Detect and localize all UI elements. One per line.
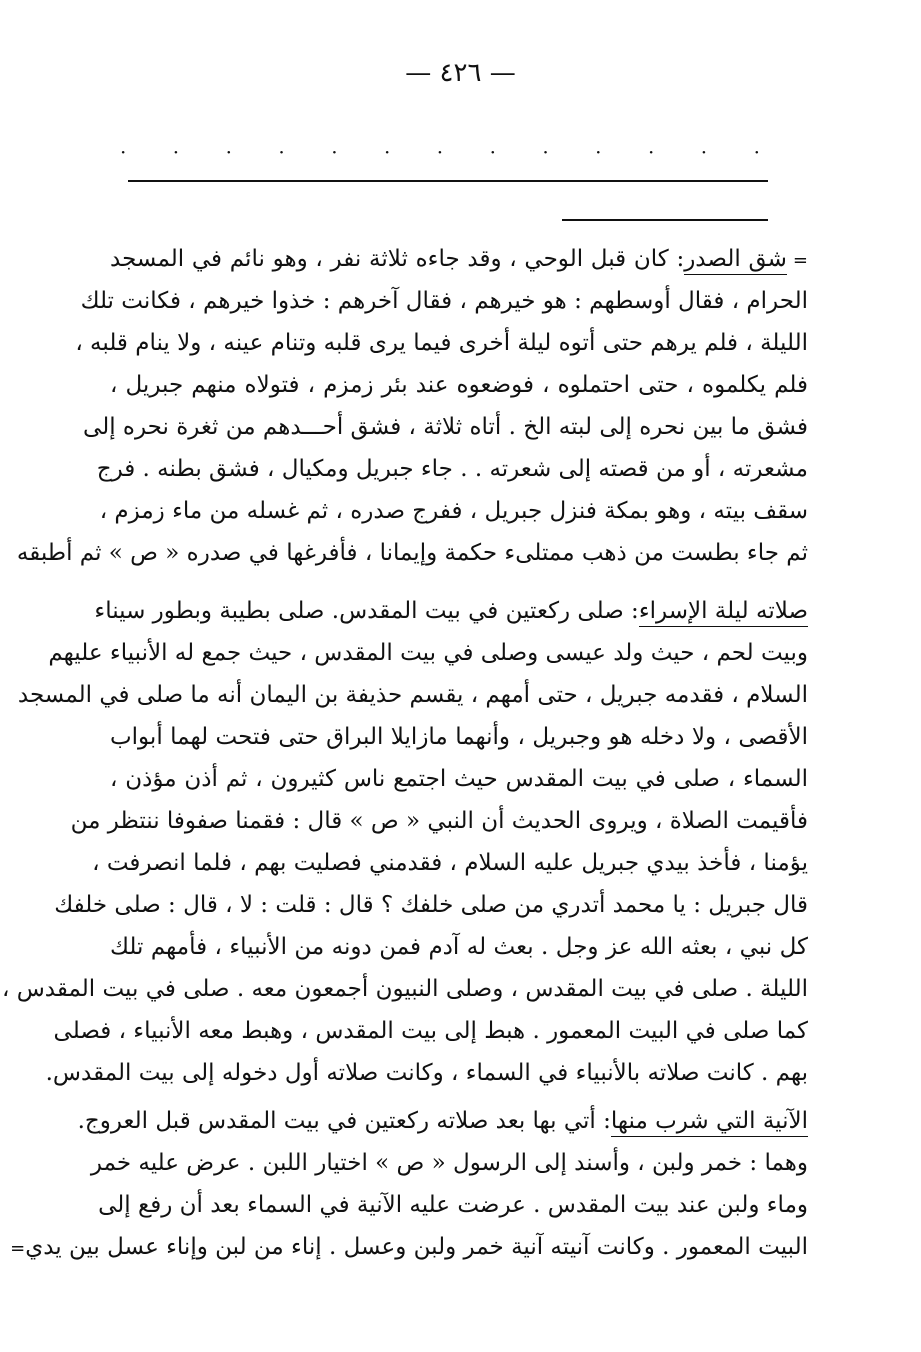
footnote-separator-rule	[128, 180, 768, 182]
short-separator-rule	[562, 219, 768, 221]
text-line: قال جبريل : يا محمد أتدري من صلى خلفك ؟ قال : قلت : لا ، قال : صلى خلفك	[54, 892, 808, 918]
dot: ·	[753, 140, 760, 164]
line-text: : صلى ركعتين في بيت المقدس. صلى بطيبة وبطور سيناء	[94, 598, 639, 624]
text-line: كما صلى في البيت المعمور . هبط إلى بيت المقدس ، وهبط معه الأنبياء ، فصلى	[53, 1018, 808, 1044]
line-text: البيت المعمور . وكانت آنيته آنية خمر ولبن وعسل . إناء من لبن وإناء عسل بين يدي	[25, 1234, 808, 1260]
dot: ·	[489, 140, 496, 164]
text-line: مشعرته ، أو من قصته إلى شعرته . . جاء جبريل ومكيال ، فشق بطنه . فرج	[96, 456, 808, 482]
text-line: بهم . كانت صلاته بالأنبياء في السماء ، وكانت صلاته أول دخوله إلى بيت المقدس.	[45, 1060, 808, 1086]
dot: ·	[120, 140, 127, 164]
text-line	[110, 238, 808, 280]
section-gap	[110, 574, 808, 590]
text-line	[77, 1100, 808, 1142]
section-chest-splitting	[16, 238, 808, 574]
text-line: فشق ما بين نحره إلى لبته الخ . أتاه ثلاثة ، فشق أحـــدهم من ثغرة نحره إلى	[83, 414, 808, 440]
text-line: يؤمنا ، فأخذ بيدي جبريل عليه السلام ، فقدمني فصليت بهم ، فلما انصرفت ،	[92, 850, 808, 876]
text-line: كل نبي ، بعثه الله عز وجل . بعث له آدم فمن دونه من الأنبياء ، فأمهم تلك	[110, 934, 808, 960]
dot: ·	[436, 140, 444, 164]
footnote-body	[1, 238, 808, 1268]
text-line: الليلة ، فلم يرهم حتى أتوه ليلة أخرى فيما يرى قلبه وتنام عينه ، ولا ينام قلبه ،	[75, 330, 808, 356]
dot: ·	[225, 140, 232, 164]
continuation-mark: =	[10, 1238, 26, 1259]
dot: ·	[172, 140, 180, 164]
dot: ·	[542, 140, 549, 164]
text-line: فأقيمت الصلاة ، ويروى الحديث أن النبي « ص » قال : فقمنا صفوفا ننتظر من	[70, 808, 808, 834]
text-line: وبيت لحم ، حيث ولد عيسى وصلى في بيت المقدس ، حيث جمع له الأنبياء عليهم	[48, 640, 808, 666]
dot: ·	[383, 140, 391, 164]
section-heading: صلاته ليلة الإسراء	[639, 598, 808, 627]
text-line: وماء ولبن عند بيت المقدس . عرضت عليه الآنية في السماء بعد أن رفع إلى	[98, 1192, 808, 1218]
text-line: ثم جاء بطست من ذهب ممتلىء حكمة وإيمانا ، فأفرغها في صدره « ص » ثم أطبقه	[16, 540, 808, 566]
section-heading: الآنية التي شرب منها	[611, 1108, 808, 1137]
section-heading: شق الصدر	[684, 246, 787, 275]
page-number: — ٤٢٦ —	[405, 58, 516, 88]
text-line: الأقصى ، ولا دخله هو وجبريل ، وأنهما مازايلا البراق حتى فتحت لهما أبواب	[110, 724, 808, 750]
dot: ·	[595, 140, 602, 164]
dot: ·	[647, 140, 655, 164]
text-line	[94, 590, 808, 632]
dot: ·	[278, 140, 285, 164]
continuation-mark: =	[792, 250, 808, 271]
text-line: الليلة . صلى في بيت المقدس ، وصلى النبيون أجمعون معه . صلى في بيت المقدس ،	[1, 976, 808, 1002]
text-line: سقف بيته ، وهو بمكة فنزل جبريل ، ففرج صدره ، ثم غسله من ماء زمزم ،	[99, 498, 808, 524]
section-isra-prayer	[1, 590, 808, 1094]
text-line: السماء ، صلى في بيت المقدس حيث اجتمع ناس كثيرون ، ثم أذن مؤذن ،	[110, 766, 808, 792]
dot: ·	[331, 140, 338, 164]
dot-leader-row	[120, 142, 760, 162]
text-line	[10, 1226, 808, 1268]
line-text: : كان قبل الوحي ، وقد جاءه ثلاثة نفر ، وهو نائم في المسجد	[110, 246, 685, 272]
section-vessels	[10, 1100, 808, 1268]
text-line: الحرام ، فقال أوسطهم : هو خيرهم ، فقال آخرهم : خذوا خيرهم ، فكانت تلك	[80, 288, 808, 314]
text-line: فلم يكلموه ، حتى احتملوه ، فوضعوه عند بئر زمزم ، فتولاه منهم جبريل ،	[110, 372, 808, 398]
dot: ·	[700, 140, 708, 164]
line-text: : أتي بها بعد صلاته ركعتين في بيت المقدس قبل العروج.	[77, 1108, 611, 1134]
text-line: وهما : خمر ولبن ، وأسند إلى الرسول « ص » اختيار اللبن . عرض عليه خمر	[90, 1150, 808, 1176]
text-line: السلام ، فقدمه جبريل ، حتى أمهم ، يقسم حذيفة بن اليمان أنه ما صلى في المسجد	[17, 682, 808, 708]
